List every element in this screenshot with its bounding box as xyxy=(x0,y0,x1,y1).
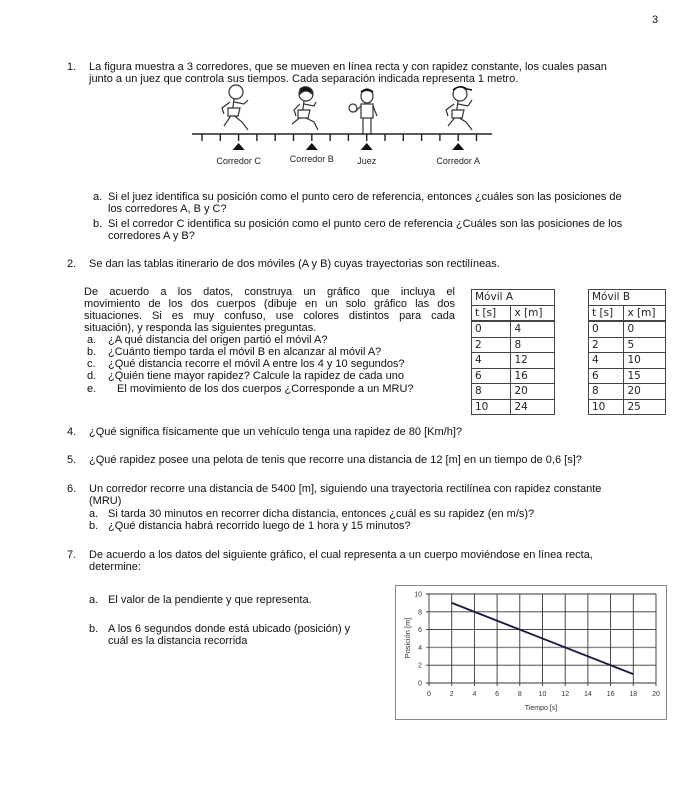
cell-t: 6 xyxy=(589,368,624,384)
question-text: Se dan las tablas itinerario de dos móviles (A y B) cuyas trayectorias son rectilíneas. xyxy=(89,258,500,270)
item-letter: a. xyxy=(87,334,97,346)
cell-x: 0 xyxy=(624,321,666,337)
track-ticks xyxy=(202,134,477,141)
table-row xyxy=(589,321,666,337)
x-tick-label: 8 xyxy=(517,691,522,698)
column-header: t [s] xyxy=(472,305,511,321)
x-tick-label: 10 xyxy=(538,691,547,698)
cell-t: 2 xyxy=(589,337,624,353)
question-number: 5. xyxy=(67,454,77,466)
cell-x: 24 xyxy=(511,399,555,415)
cell-x: 20 xyxy=(511,384,555,400)
x-tick-label: 12 xyxy=(561,691,570,698)
cell-x: 20 xyxy=(624,384,666,400)
item-text: corredores A y B? xyxy=(108,230,195,242)
table-title: Móvil B xyxy=(589,290,666,306)
x-axis-label: Tiempo [s] xyxy=(524,705,558,712)
table-row xyxy=(589,399,666,415)
y-tick-label: 6 xyxy=(418,627,422,635)
question-text: ¿Qué rapidez posee una pelota de tenis que recorre una distancia de 12 [m] en un tiempo de 0,6 [s]? xyxy=(89,454,582,466)
cell-x: 15 xyxy=(624,368,666,384)
x-tick-label: 14 xyxy=(584,691,592,698)
runners-figure xyxy=(190,84,510,174)
table-movil-a xyxy=(471,289,555,415)
label-corredor-b: Corredor B xyxy=(289,154,334,164)
y-tick-label: 8 xyxy=(418,609,422,617)
label-corredor-a: Corredor A xyxy=(436,156,480,166)
cell-t: 6 xyxy=(472,368,511,384)
cell-x: 10 xyxy=(624,353,666,369)
question-text: La figura muestra a 3 corredores, que se mueven en línea recta y con rapidez constante, los cuales pasan xyxy=(89,61,607,73)
column-header: x [m] xyxy=(511,305,555,321)
marker-a-triangle xyxy=(452,143,464,150)
table-movil-b xyxy=(588,289,666,415)
runner-b-drawing xyxy=(292,87,318,130)
column-header: t [s] xyxy=(589,305,624,321)
page-number: 3 xyxy=(652,14,659,26)
table-row xyxy=(589,384,666,400)
cell-x: 25 xyxy=(624,399,666,415)
item-text: Si tarda 30 minutos en recorrer dicha distancia, entonces ¿cuál es su rapidez (en m/s)? xyxy=(108,508,535,520)
cell-t: 4 xyxy=(589,353,624,369)
table-row xyxy=(472,384,555,400)
item-text: ¿Quién tiene mayor rapidez? Calcule la rapidez de cada uno xyxy=(108,370,404,382)
runner-c-drawing xyxy=(222,85,248,130)
cell-x: 12 xyxy=(511,353,555,369)
item-text: ¿Qué distancia recorre el móvil A entre los 4 y 10 segundos? xyxy=(108,358,405,370)
table-row xyxy=(472,399,555,415)
cell-t: 2 xyxy=(472,337,511,353)
y-tick-label: 2 xyxy=(418,662,422,670)
cell-t: 10 xyxy=(472,399,511,415)
cell-t: 0 xyxy=(472,321,511,337)
table-row xyxy=(472,368,555,384)
question-text: junto a un juez que controla sus tiempos. Cada separación indicada representa 1 metro. xyxy=(89,73,519,85)
x-tick-label: 20 xyxy=(652,691,660,698)
x-tick-label: 2 xyxy=(449,691,454,698)
question-text: Un corredor recorre una distancia de 5400 [m], siguiendo una trayectoria rectilínea con rapidez constante xyxy=(89,483,602,495)
intro-line: movimiento de los dos cuerpos (dibuje en un solo gráfico las dos xyxy=(84,298,455,310)
item-text: El movimiento de los dos cuerpos ¿Corresponde a un MRU? xyxy=(117,383,414,395)
y-tick-label: 4 xyxy=(418,644,422,652)
question-text: ¿Qué significa físicamente que un vehículo tenga una rapidez de 80 [Km/h]? xyxy=(89,426,463,438)
table-row xyxy=(589,368,666,384)
intro-line: De acuerdo a los datos, construya un gráfico que incluya el xyxy=(84,286,455,298)
cell-x: 8 xyxy=(511,337,555,353)
cell-x: 16 xyxy=(511,368,555,384)
column-header: x [m] xyxy=(624,305,666,321)
cell-x: 5 xyxy=(624,337,666,353)
question-number: 2. xyxy=(67,258,77,270)
y-axis-label: Posición [m] xyxy=(403,617,412,659)
table-row xyxy=(589,353,666,369)
table-row xyxy=(589,337,666,353)
question-text: (MRU) xyxy=(89,495,122,507)
table-row xyxy=(472,337,555,353)
runner-drawings xyxy=(222,85,472,134)
judge-drawing xyxy=(349,89,377,134)
question-text: De acuerdo a los datos del siguiente gráfico, el cual representa a un cuerpo moviéndose en línea recta, xyxy=(89,549,593,561)
cell-x: 4 xyxy=(511,321,555,337)
marker-b-triangle xyxy=(306,143,318,150)
item-text: cuál es la distancia recorrida xyxy=(108,635,248,647)
item-letter: b. xyxy=(89,520,99,532)
x-tick-label: 16 xyxy=(606,691,615,698)
item-letter: a. xyxy=(89,594,99,606)
item-text: ¿Qué distancia habrá recorrido luego de 1 hora y 15 minutos? xyxy=(108,520,411,532)
cell-t: 8 xyxy=(589,384,624,400)
item-letter: a. xyxy=(89,508,99,520)
item-text: ¿A qué distancia del origen partió el móvil A? xyxy=(108,334,328,346)
item-text: los corredores A, B y C? xyxy=(108,203,227,215)
intro-line: situación), y responda las siguientes preguntas. xyxy=(84,322,317,334)
item-text: El valor de la pendiente y que representa. xyxy=(108,594,312,606)
y-tick-label: 10 xyxy=(414,591,422,599)
x-tick-label: 6 xyxy=(495,691,500,698)
cell-t: 4 xyxy=(472,353,511,369)
marker-juez-triangle xyxy=(361,143,373,150)
question-number: 7. xyxy=(67,549,77,561)
item-text: Si el juez identifica su posición como el punto cero de referencia, entonces ¿cuáles son las posiciones de xyxy=(108,191,622,203)
label-corredor-c: Corredor C xyxy=(216,156,261,166)
marker-c-triangle xyxy=(233,143,245,150)
item-letter: b. xyxy=(87,346,97,358)
question-number: 6. xyxy=(67,483,77,495)
question-number: 1. xyxy=(67,61,77,73)
chart-svg xyxy=(396,586,666,719)
runner-a-drawing xyxy=(446,87,472,130)
item-text: Si el corredor C identifica su posición como el punto cero de referencia ¿Cuáles son las posiciones de los xyxy=(108,218,623,230)
y-tick-labels xyxy=(414,592,422,688)
item-letter: c. xyxy=(87,358,96,370)
x-tick-label: 18 xyxy=(629,691,638,698)
chart-grid xyxy=(426,594,656,686)
item-letter: b. xyxy=(89,623,99,635)
table-row xyxy=(472,321,555,337)
item-text: A los 6 segundos donde está ubicado (posición) y xyxy=(108,623,351,635)
position-markers xyxy=(233,143,465,150)
table-title: Móvil A xyxy=(472,290,555,306)
label-juez: Juez xyxy=(357,156,377,166)
y-tick-label: 0 xyxy=(418,680,422,688)
item-text: ¿Cuánto tiempo tarda el móvil B en alcanzar al móvil A? xyxy=(108,346,382,358)
position-time-chart xyxy=(395,585,667,720)
cell-t: 10 xyxy=(589,399,624,415)
item-letter: a. xyxy=(93,191,103,203)
item-letter: b. xyxy=(93,218,103,230)
question-number: 4. xyxy=(67,426,77,438)
cell-t: 8 xyxy=(472,384,511,400)
item-letter: e. xyxy=(87,383,97,395)
intro-line: situaciones. Si es muy confuso, use colores distintos para cada xyxy=(84,310,455,322)
item-letter: d. xyxy=(87,370,97,382)
question-text: determine: xyxy=(89,561,141,573)
table-row xyxy=(472,353,555,369)
x-tick-label: 0 xyxy=(427,691,431,698)
cell-t: 0 xyxy=(589,321,624,337)
x-tick-labels xyxy=(427,691,660,698)
x-tick-label: 4 xyxy=(472,691,477,698)
